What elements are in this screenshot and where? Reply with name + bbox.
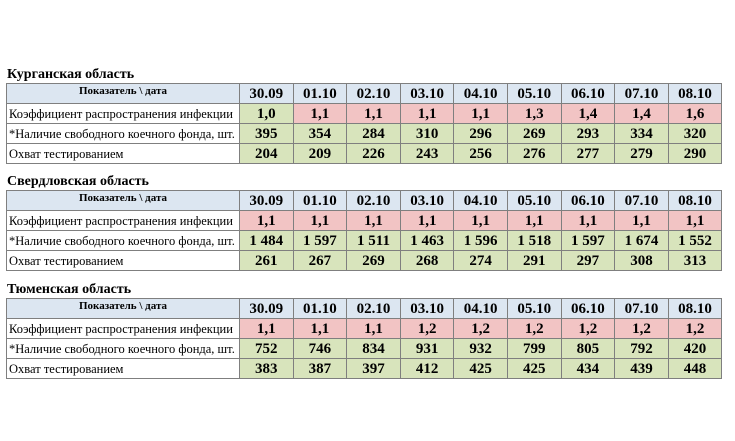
value-cell: 1,2 — [615, 319, 669, 339]
value-cell: 1 674 — [615, 231, 669, 251]
value-cell: 277 — [561, 144, 615, 164]
value-cell: 834 — [347, 339, 401, 359]
header-date-cell: 02.10 — [347, 191, 401, 211]
header-date-cell: 05.10 — [507, 299, 561, 319]
header-date-cell: 06.10 — [561, 84, 615, 104]
table-row — [7, 359, 722, 379]
header-date-cell: 03.10 — [400, 84, 454, 104]
value-cell: 354 — [293, 124, 347, 144]
value-cell: 1,0 — [240, 104, 294, 124]
value-cell: 1,1 — [347, 211, 401, 231]
table-row — [7, 339, 722, 359]
value-cell: 276 — [507, 144, 561, 164]
row-label-cell: *Наличие свободного коечного фонда, шт. — [7, 339, 240, 359]
value-cell: 439 — [615, 359, 669, 379]
region-table — [6, 190, 722, 271]
value-cell: 1,1 — [454, 211, 508, 231]
header-date-cell: 30.09 — [240, 299, 294, 319]
header-date-cell: 02.10 — [347, 84, 401, 104]
region-title: Курганская область — [7, 67, 135, 82]
value-cell: 931 — [400, 339, 454, 359]
header-row — [7, 84, 722, 104]
value-cell: 448 — [668, 359, 722, 379]
table-row — [7, 319, 722, 339]
value-cell: 792 — [615, 339, 669, 359]
table-row — [7, 124, 722, 144]
value-cell: 746 — [293, 339, 347, 359]
value-cell: 1,1 — [400, 104, 454, 124]
value-cell: 1,2 — [561, 319, 615, 339]
value-cell: 1,1 — [668, 211, 722, 231]
value-cell: 425 — [454, 359, 508, 379]
value-cell: 383 — [240, 359, 294, 379]
value-cell: 268 — [400, 251, 454, 271]
value-cell: 397 — [347, 359, 401, 379]
value-cell: 1 463 — [400, 231, 454, 251]
value-cell: 1,1 — [400, 211, 454, 231]
value-cell: 274 — [454, 251, 508, 271]
value-cell: 387 — [293, 359, 347, 379]
header-date-cell: 04.10 — [454, 299, 508, 319]
value-cell: 261 — [240, 251, 294, 271]
value-cell: 1,2 — [454, 319, 508, 339]
value-cell: 267 — [293, 251, 347, 271]
value-cell: 1 511 — [347, 231, 401, 251]
value-cell: 269 — [347, 251, 401, 271]
value-cell: 291 — [507, 251, 561, 271]
header-date-cell: 30.09 — [240, 191, 294, 211]
value-cell: 209 — [293, 144, 347, 164]
header-date-cell: 08.10 — [668, 84, 722, 104]
region-block — [6, 68, 722, 164]
value-cell: 1,1 — [293, 211, 347, 231]
header-row — [7, 191, 722, 211]
value-cell: 1,6 — [668, 104, 722, 124]
value-cell: 1,1 — [454, 104, 508, 124]
value-cell: 1 484 — [240, 231, 294, 251]
value-cell: 1 596 — [454, 231, 508, 251]
table-row — [7, 251, 722, 271]
table-row — [7, 231, 722, 251]
value-cell: 805 — [561, 339, 615, 359]
value-cell: 1 597 — [293, 231, 347, 251]
value-cell: 297 — [561, 251, 615, 271]
row-label-cell: *Наличие свободного коечного фонда, шт. — [7, 124, 240, 144]
row-label-cell: *Наличие свободного коечного фонда, шт. — [7, 231, 240, 251]
value-cell: 1,4 — [561, 104, 615, 124]
value-cell: 310 — [400, 124, 454, 144]
value-cell: 204 — [240, 144, 294, 164]
value-cell: 1,2 — [507, 319, 561, 339]
value-cell: 313 — [668, 251, 722, 271]
value-cell: 1,1 — [507, 211, 561, 231]
header-date-cell: 04.10 — [454, 191, 508, 211]
row-label-cell: Охват тестированием — [7, 359, 240, 379]
value-cell: 1,3 — [507, 104, 561, 124]
value-cell: 1,1 — [240, 211, 294, 231]
value-cell: 1 552 — [668, 231, 722, 251]
value-cell: 226 — [347, 144, 401, 164]
value-cell: 308 — [615, 251, 669, 271]
row-label-cell: Коэффициент распространения инфекции — [7, 319, 240, 339]
value-cell: 1,1 — [293, 319, 347, 339]
region-block — [6, 283, 722, 379]
header-date-cell: 04.10 — [454, 84, 508, 104]
header-date-cell: 06.10 — [561, 299, 615, 319]
header-date-cell: 05.10 — [507, 191, 561, 211]
row-label-cell: Охват тестированием — [7, 251, 240, 271]
value-cell: 412 — [400, 359, 454, 379]
header-date-cell: 01.10 — [293, 299, 347, 319]
header-date-cell: 01.10 — [293, 84, 347, 104]
header-date-cell: 07.10 — [615, 191, 669, 211]
value-cell: 1,1 — [347, 104, 401, 124]
header-date-cell: 02.10 — [347, 299, 401, 319]
value-cell: 243 — [400, 144, 454, 164]
table-row — [7, 144, 722, 164]
header-date-cell: 06.10 — [561, 191, 615, 211]
header-date-cell: 05.10 — [507, 84, 561, 104]
table-row — [7, 104, 722, 124]
value-cell: 1,1 — [240, 319, 294, 339]
value-cell: 420 — [668, 339, 722, 359]
region-table — [6, 298, 722, 379]
value-cell: 293 — [561, 124, 615, 144]
value-cell: 752 — [240, 339, 294, 359]
header-date-cell: 08.10 — [668, 191, 722, 211]
header-label-cell: Показатель \ дата — [7, 299, 240, 319]
value-cell: 1,2 — [668, 319, 722, 339]
table-row — [7, 211, 722, 231]
value-cell: 269 — [507, 124, 561, 144]
header-row — [7, 299, 722, 319]
value-cell: 932 — [454, 339, 508, 359]
value-cell: 434 — [561, 359, 615, 379]
row-label-cell: Коэффициент распространения инфекции — [7, 104, 240, 124]
value-cell: 425 — [507, 359, 561, 379]
header-date-cell: 08.10 — [668, 299, 722, 319]
value-cell: 1 518 — [507, 231, 561, 251]
value-cell: 1,2 — [400, 319, 454, 339]
header-date-cell: 07.10 — [615, 299, 669, 319]
region-title: Свердловская область — [7, 174, 149, 189]
row-label-cell: Коэффициент распространения инфекции — [7, 211, 240, 231]
value-cell: 296 — [454, 124, 508, 144]
value-cell: 320 — [668, 124, 722, 144]
value-cell: 1,1 — [615, 211, 669, 231]
region-table — [6, 83, 722, 164]
region-title: Тюменская область — [7, 282, 132, 297]
value-cell: 1,1 — [561, 211, 615, 231]
header-label-cell: Показатель \ дата — [7, 84, 240, 104]
header-label-cell: Показатель \ дата — [7, 191, 240, 211]
header-date-cell: 07.10 — [615, 84, 669, 104]
value-cell: 290 — [668, 144, 722, 164]
value-cell: 279 — [615, 144, 669, 164]
header-date-cell: 01.10 — [293, 191, 347, 211]
value-cell: 334 — [615, 124, 669, 144]
value-cell: 799 — [507, 339, 561, 359]
row-label-cell: Охват тестированием — [7, 144, 240, 164]
value-cell: 256 — [454, 144, 508, 164]
value-cell: 395 — [240, 124, 294, 144]
region-block — [6, 175, 722, 271]
value-cell: 1,1 — [293, 104, 347, 124]
value-cell: 1,4 — [615, 104, 669, 124]
value-cell: 1,1 — [347, 319, 401, 339]
value-cell: 1 597 — [561, 231, 615, 251]
header-date-cell: 03.10 — [400, 299, 454, 319]
value-cell: 284 — [347, 124, 401, 144]
header-date-cell: 03.10 — [400, 191, 454, 211]
header-date-cell: 30.09 — [240, 84, 294, 104]
